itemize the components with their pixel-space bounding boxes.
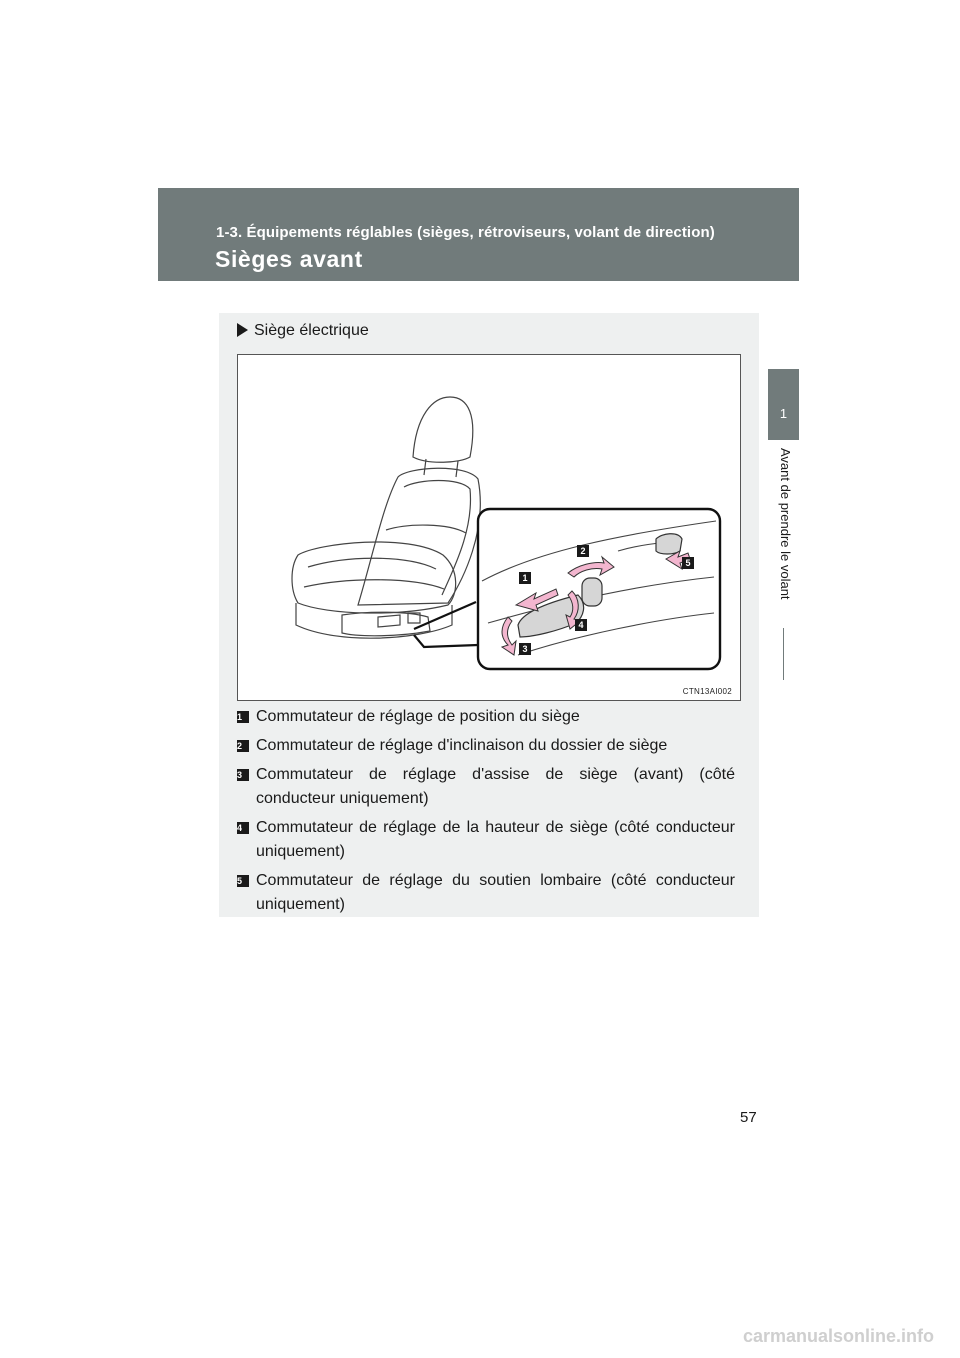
backrest-stitch: [386, 525, 466, 533]
list-item: [237, 705, 735, 729]
list-item: [237, 816, 735, 864]
cushion-outline: [292, 542, 456, 613]
list-item: [237, 763, 735, 811]
item-number: 1: [237, 711, 249, 723]
item-text: Commutateur de réglage d'inclinaison du dossier de siège: [256, 737, 668, 754]
side-switches: [378, 613, 420, 627]
chapter-tab-label: Avant de prendre le volant: [775, 440, 793, 628]
chapter-tab[interactable]: [768, 369, 799, 440]
triangle-bullet-icon: [237, 323, 248, 337]
lumbar-switch: [656, 534, 682, 554]
figure-code: CTN13AI002: [682, 687, 732, 696]
subheading-text: Siège électrique: [254, 322, 369, 339]
item-number: 4: [237, 822, 249, 834]
page-number: 57: [740, 1109, 757, 1126]
cushion-stitch-2: [304, 580, 444, 589]
chapter-tab-number: 1: [779, 406, 788, 421]
list-item: [237, 734, 735, 758]
figure-marker-4: 4: [578, 620, 584, 630]
content-panel: [219, 313, 759, 917]
figure-marker-5: 5: [685, 558, 691, 568]
item-text: Commutateur de réglage d'assise de siège (avant) (côté conducteur uniquement): [256, 766, 735, 807]
watermark[interactable]: carmanualsonline.info: [743, 1326, 935, 1346]
item-text: Commutateur de réglage de la hauteur de siège (côté conducteur uniquement): [256, 819, 735, 860]
chapter-header: [158, 188, 799, 281]
item-text: Commutateur de réglage du soutien lombaire (côté conducteur uniquement): [256, 872, 735, 913]
seat-diagram-svg: [238, 355, 740, 700]
item-number: 3: [237, 769, 249, 781]
figure-marker-1: 1: [522, 573, 528, 583]
page-title: Sièges avant: [215, 246, 363, 272]
headrest-outline: [413, 397, 473, 462]
backrest-seam: [404, 481, 470, 596]
figure-marker-3: 3: [522, 644, 528, 654]
item-list: [237, 705, 735, 922]
subheading: [237, 322, 369, 340]
cushion-stitch: [308, 558, 436, 569]
callout-line-bottom: [414, 635, 478, 647]
item-number: 2: [237, 740, 249, 752]
recline-switch: [582, 578, 602, 606]
item-text: Commutateur de réglage de position du siège: [256, 708, 580, 725]
figure-marker-2: 2: [580, 546, 586, 556]
list-item: [237, 869, 735, 917]
section-title: 1-3. Équipements réglables (sièges, rétroviseurs, volant de direction): [216, 224, 715, 241]
seat-illustration: [237, 354, 741, 701]
item-number: 5: [237, 875, 249, 887]
backrest-outline: [358, 468, 480, 605]
